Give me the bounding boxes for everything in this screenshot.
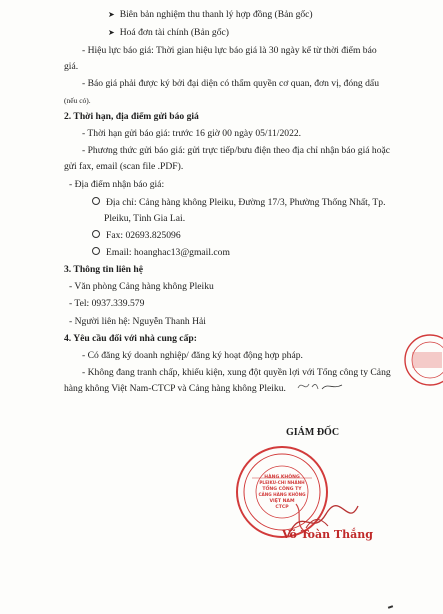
docs-list-item-text: Biên bản nghiệm thu thanh lý hợp đồng (Bản gốc) xyxy=(119,9,313,20)
docs-list-item-2 xyxy=(108,27,229,39)
requirement-1: - Có đăng ký doanh nghiệp/ đăng ký hoạt động hợp pháp. xyxy=(82,350,303,361)
address-line-2: Pleiku, Tỉnh Gia Lai. xyxy=(104,213,186,224)
section-4-title: 4. Yêu cầu đối với nhà cung cấp: xyxy=(64,333,197,344)
method-line-2: gửi fax, email (scan file .PDF). xyxy=(64,161,184,172)
address-text: Địa chỉ: Cảng hàng không Pleiku, Đường 17/3, Phường Thống Nhất, Tp. xyxy=(106,197,386,208)
arrow-icon: ➤ xyxy=(108,28,115,37)
email-text: Email: hoanghac13@gmail.com xyxy=(106,247,230,258)
section-3-title: 3. Thông tin liên hệ xyxy=(64,264,143,275)
seal-text-4: CẢNG HÀNG KHÔNG xyxy=(258,492,306,497)
scan-mark xyxy=(388,605,393,609)
seal-text-6: CTCP xyxy=(275,505,289,510)
requirement-2-line-1: - Không đang tranh chấp, khiếu kiện, xung đột quyền lợi với Tổng công ty Cảng xyxy=(82,367,391,378)
requirement-2-line-2: hàng không Việt Nam-CTCP và Cảng hàng không Pleiku. xyxy=(64,383,286,394)
director-title: GIÁM ĐỐC xyxy=(286,427,340,438)
circle-bullet-icon xyxy=(92,247,100,255)
validity-line-2: giá. xyxy=(64,61,79,72)
seal-text-3: TỔNG CÔNG TY xyxy=(262,487,302,492)
fax-line xyxy=(92,230,181,242)
signature-requirement-line-2: (nếu có). xyxy=(64,96,91,105)
seal-text-2: PLEIKU-CHI NHÁNH xyxy=(259,480,305,485)
arrow-icon: ➤ xyxy=(108,10,115,19)
docs-list-item-1 xyxy=(108,9,313,21)
place-title: - Địa điểm nhận báo giá: xyxy=(69,179,165,190)
address-line-1 xyxy=(92,197,385,209)
initials-signature xyxy=(296,378,346,394)
edge-seal xyxy=(398,330,443,390)
deadline-line: - Thời hạn gửi báo giá: trước 16 giờ 00 ngày 05/11/2022. xyxy=(82,128,302,139)
validity-line-1: - Hiệu lực báo giá: Thời gian hiệu lực báo giá là 30 ngày kể từ thời điểm báo xyxy=(82,45,377,56)
circle-bullet-icon xyxy=(92,230,100,238)
office-line: - Văn phòng Cảng hàng không Pleiku xyxy=(69,281,214,292)
circle-bullet-icon xyxy=(92,197,100,205)
seal-text-5: VIỆT NAM xyxy=(269,499,295,504)
docs-list-item-text: Hoá đơn tài chính (Bản gốc) xyxy=(119,27,229,38)
contact-line: - Người liên hệ: Nguyễn Thanh Hải xyxy=(69,316,206,327)
seal-text-1: HÀNG KHÔNG xyxy=(264,475,300,480)
email-line xyxy=(92,247,230,259)
signature-requirement-line-1: - Báo giá phải được ký bởi đại diện có thẩm quyền cơ quan, đơn vị, đóng dấu xyxy=(82,78,379,89)
method-line-1: - Phương thức gửi báo giá: gửi trực tiếp/bưu điện theo địa chỉ nhận báo giá hoặc xyxy=(82,145,391,156)
fax-text: Fax: 02693.825096 xyxy=(106,230,181,241)
section-2-title: 2. Thời hạn, địa điểm gửi báo giá xyxy=(64,111,199,122)
director-name: Võ Toàn Thắng xyxy=(282,528,373,541)
tel-line: - Tel: 0937.339.579 xyxy=(69,298,145,309)
